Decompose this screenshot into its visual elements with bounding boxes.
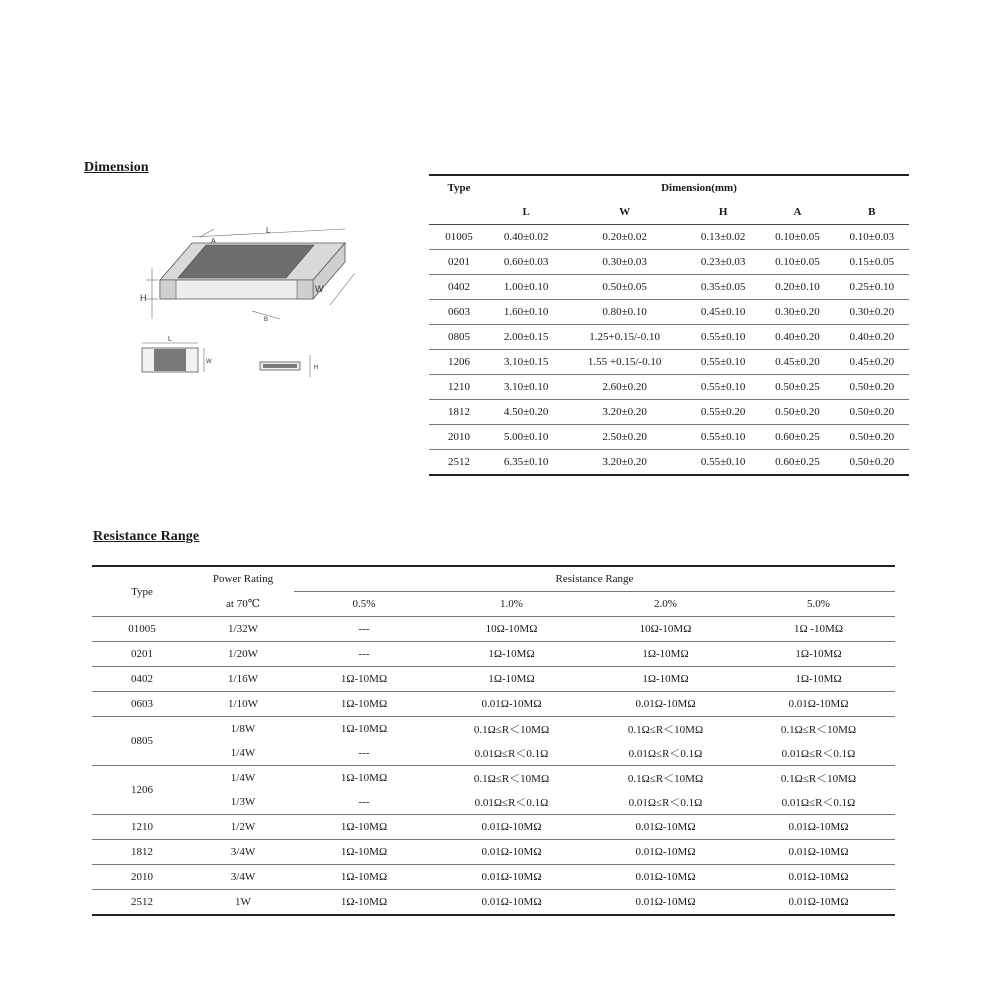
- dimension-cell-a: 0.10±0.05: [760, 225, 834, 250]
- resistance-cell-t10: 10Ω-10MΩ: [434, 617, 589, 642]
- col-header-H: H: [686, 200, 760, 225]
- dimension-row: [429, 275, 909, 300]
- resistance-cell-t20: 0.01Ω≤R＜0.1Ω: [589, 741, 742, 766]
- dimension-row: [429, 300, 909, 325]
- resistance-cell-t50: 0.1Ω≤R＜10MΩ: [780, 773, 857, 785]
- resistance-cell-power: 1W: [192, 890, 294, 916]
- resistance-cell-t05: 1Ω-10MΩ: [294, 890, 434, 916]
- dimension-cell-type: 2010: [429, 425, 489, 450]
- dimension-cell-w: 0.20±0.02: [563, 225, 686, 250]
- resistance-cell-t05: ---: [294, 741, 434, 766]
- resistance-cell-t05: 1Ω-10MΩ: [294, 815, 434, 840]
- dimension-cell-l: 1.00±0.10: [489, 275, 563, 300]
- dimension-subheader-row: [429, 200, 909, 225]
- resistance-cell-t10: 1Ω-10MΩ: [434, 667, 589, 692]
- dimension-cell-h: 0.55±0.10: [686, 325, 760, 350]
- resistance-cell-t20: 0.01Ω-10MΩ: [589, 865, 742, 890]
- resistance-cell-t10: 0.1Ω≤R＜10MΩ: [473, 773, 550, 785]
- dimension-cell-a: 0.50±0.25: [760, 375, 834, 400]
- resistance-row: [92, 617, 895, 642]
- resistance-cell-t10: 0.1Ω≤R＜10MΩ: [473, 724, 550, 736]
- resistance-cell-power: 1/2W: [192, 815, 294, 840]
- col-header-L: L: [489, 200, 563, 225]
- col-header-A: A: [760, 200, 834, 225]
- dimension-cell-w: 2.60±0.20: [563, 375, 686, 400]
- col-header-W: W: [563, 200, 686, 225]
- resistance-cell-type: 2512: [92, 890, 192, 916]
- type-header: Type: [447, 182, 471, 194]
- dimension-cell-a: 0.30±0.20: [760, 300, 834, 325]
- type-subheader-empty: [429, 200, 489, 225]
- dimension-cell-type: 0402: [429, 275, 489, 300]
- resistance-cell-type: 1210: [92, 815, 192, 840]
- resistance-cell-t20: 1Ω-10MΩ: [589, 642, 742, 667]
- dimension-cell-l: 3.10±0.10: [489, 375, 563, 400]
- dimension-cell-b: 0.50±0.20: [835, 450, 909, 476]
- resistance-cell-power: 3/4W: [192, 840, 294, 865]
- power-rating-header: Power Rating: [212, 573, 274, 586]
- resistance-cell-t10: 0.01Ω-10MΩ: [434, 865, 589, 890]
- dimension-cell-h: 0.55±0.10: [686, 350, 760, 375]
- type-header: Type: [92, 566, 192, 617]
- dimension-row: [429, 325, 909, 350]
- resistance-cell-t50: 0.01Ω-10MΩ: [742, 890, 895, 916]
- dimension-header-row: [429, 175, 909, 200]
- dimension-cell-b: 0.10±0.03: [835, 225, 909, 250]
- dimension-cell-h: 0.35±0.05: [686, 275, 760, 300]
- resistance-cell-t10: 0.01Ω-10MΩ: [434, 815, 589, 840]
- dimension-cell-h: 0.45±0.10: [686, 300, 760, 325]
- resistance-cell-t50: 1Ω-10MΩ: [742, 642, 895, 667]
- col-header-B: B: [835, 200, 909, 225]
- dimension-cell-h: 0.55±0.10: [686, 450, 760, 476]
- dimension-cell-b: 0.40±0.20: [835, 325, 909, 350]
- dimension-cell-type: 0201: [429, 250, 489, 275]
- resistance-cell-t05: ---: [294, 642, 434, 667]
- dimension-cell-type: 1812: [429, 400, 489, 425]
- dimension-cell-h: 0.55±0.10: [686, 375, 760, 400]
- resistance-cell-t20: 10Ω-10MΩ: [589, 617, 742, 642]
- resistance-cell-t05: 1Ω-10MΩ: [294, 692, 434, 717]
- resistance-range-table: [92, 565, 895, 916]
- resistance-cell-t10: 0.01Ω-10MΩ: [434, 890, 589, 916]
- dimension-cell-b: 0.50±0.20: [835, 400, 909, 425]
- resistance-cell-power: 1/10W: [192, 692, 294, 717]
- resistance-cell-t10: 0.01Ω-10MΩ: [434, 692, 589, 717]
- dimension-table: [429, 174, 909, 476]
- resistance-cell-t20: 0.01Ω-10MΩ: [589, 692, 742, 717]
- resistance-cell-t20: 0.1Ω≤R＜10MΩ: [627, 773, 704, 785]
- resistance-section-title: Resistance Range: [93, 529, 200, 544]
- resistance-cell-type: 1812: [92, 840, 192, 865]
- dimension-cell-b: 0.25±0.10: [835, 275, 909, 300]
- resistance-range-group-header: Resistance Range: [294, 566, 895, 592]
- resistance-cell-power: 1/20W: [192, 642, 294, 667]
- resistance-cell-t05: 1Ω-10MΩ: [340, 723, 388, 735]
- resistance-cell-t10: 0.01Ω≤R＜0.1Ω: [434, 741, 589, 766]
- resistance-row: [92, 667, 895, 692]
- dimension-cell-l: 4.50±0.20: [489, 400, 563, 425]
- dimension-row: [429, 400, 909, 425]
- resistance-row: [92, 692, 895, 717]
- dimension-cell-a: 0.20±0.10: [760, 275, 834, 300]
- dimension-section-title: Dimension: [84, 160, 149, 175]
- resistance-cell-type: 01005: [92, 617, 192, 642]
- resistance-cell-t50: 0.01Ω-10MΩ: [742, 692, 895, 717]
- chip-resistor-dimension-diagram: [130, 215, 370, 385]
- resistance-row: [92, 766, 895, 791]
- resistance-cell-t50: 0.01Ω≤R＜0.1Ω: [742, 741, 895, 766]
- resistance-cell-type: 2010: [92, 865, 192, 890]
- resistance-cell-t50: 0.01Ω≤R＜0.1Ω: [742, 790, 895, 815]
- dimension-cell-type: 2512: [429, 450, 489, 476]
- power-rating-temp: at 70℃: [192, 592, 294, 617]
- dim-label-H: H: [140, 293, 147, 303]
- dimension-cell-a: 0.10±0.05: [760, 250, 834, 275]
- resistance-header-row: [92, 566, 895, 592]
- dimension-cell-type: 1210: [429, 375, 489, 400]
- resistance-row: [92, 717, 895, 742]
- dim-label-L: L: [266, 226, 271, 235]
- dimension-cell-b: 0.15±0.05: [835, 250, 909, 275]
- top-view-label-W: W: [206, 359, 212, 365]
- dim-label-W: W: [315, 284, 324, 294]
- tolerance-header-1.0: 1.0%: [434, 592, 589, 617]
- dimension-group-header: Dimension(mm): [661, 182, 737, 194]
- resistance-cell-t05: 1Ω-10MΩ: [294, 865, 434, 890]
- dimension-cell-l: 3.10±0.15: [489, 350, 563, 375]
- dimension-cell-b: 0.45±0.20: [835, 350, 909, 375]
- dimension-cell-w: 0.50±0.05: [563, 275, 686, 300]
- dimension-cell-b: 0.50±0.20: [835, 425, 909, 450]
- tolerance-header-0.5: 0.5%: [294, 592, 434, 617]
- resistance-cell-t50: 0.01Ω-10MΩ: [742, 840, 895, 865]
- resistance-cell-t05: 1Ω-10MΩ: [294, 667, 434, 692]
- resistance-cell-t05: ---: [294, 617, 434, 642]
- dimension-row: [429, 425, 909, 450]
- dimension-cell-w: 1.55 +0.15/-0.10: [563, 350, 686, 375]
- dimension-cell-l: 6.35±0.10: [489, 450, 563, 476]
- resistance-cell-type: 0201: [92, 642, 192, 667]
- dimension-row: [429, 225, 909, 250]
- resistance-cell-t05: ---: [294, 790, 434, 815]
- resistance-cell-t10: 1Ω-10MΩ: [434, 642, 589, 667]
- dimension-row: [429, 375, 909, 400]
- resistance-row: [92, 741, 895, 766]
- resistance-row: [92, 865, 895, 890]
- resistance-cell-t20: 0.01Ω-10MΩ: [589, 815, 742, 840]
- dimension-cell-w: 0.80±0.10: [563, 300, 686, 325]
- resistance-cell-t20: 1Ω-10MΩ: [589, 667, 742, 692]
- resistance-cell-power: 1/16W: [192, 667, 294, 692]
- dimension-cell-a: 0.60±0.25: [760, 425, 834, 450]
- dimension-cell-h: 0.55±0.20: [686, 400, 760, 425]
- resistance-row: [92, 642, 895, 667]
- resistance-cell-type: 0805: [92, 717, 192, 766]
- resistance-cell-t05: 1Ω-10MΩ: [340, 772, 388, 784]
- dimension-cell-w: 0.30±0.03: [563, 250, 686, 275]
- tolerance-header-5.0: 5.0%: [742, 592, 895, 617]
- dimension-cell-h: 0.23±0.03: [686, 250, 760, 275]
- resistance-cell-t10: 0.01Ω≤R＜0.1Ω: [434, 790, 589, 815]
- dimension-cell-a: 0.40±0.20: [760, 325, 834, 350]
- resistance-row: [92, 790, 895, 815]
- resistance-cell-type: 1206: [92, 766, 192, 815]
- resistance-cell-type: 0603: [92, 692, 192, 717]
- resistance-row: [92, 840, 895, 865]
- resistance-cell-t50: 0.01Ω-10MΩ: [742, 865, 895, 890]
- dimension-row: [429, 250, 909, 275]
- dim-label-B: B: [264, 317, 269, 323]
- dimension-cell-type: 0603: [429, 300, 489, 325]
- resistance-cell-power: 1/32W: [192, 617, 294, 642]
- dimension-cell-w: 3.20±0.20: [563, 400, 686, 425]
- dimension-row: [429, 450, 909, 476]
- resistance-cell-type: 0402: [92, 667, 192, 692]
- dimension-cell-h: 0.13±0.02: [686, 225, 760, 250]
- resistance-cell-t50: 1Ω -10MΩ: [742, 617, 895, 642]
- resistance-cell-t10: 0.01Ω-10MΩ: [434, 840, 589, 865]
- resistance-cell-power: 1/4W: [230, 772, 256, 784]
- resistance-cell-t05: 1Ω-10MΩ: [294, 840, 434, 865]
- resistance-cell-power: 1/3W: [192, 790, 294, 815]
- resistance-cell-power: 3/4W: [192, 865, 294, 890]
- dimension-cell-a: 0.45±0.20: [760, 350, 834, 375]
- resistance-row: [92, 815, 895, 840]
- dimension-cell-a: 0.50±0.20: [760, 400, 834, 425]
- chip-side-view: [260, 355, 318, 377]
- dimension-cell-h: 0.55±0.10: [686, 425, 760, 450]
- dimension-cell-w: 2.50±0.20: [563, 425, 686, 450]
- dimension-cell-a: 0.60±0.25: [760, 450, 834, 476]
- resistance-cell-t50: 0.01Ω-10MΩ: [742, 815, 895, 840]
- dimension-cell-l: 2.00±0.15: [489, 325, 563, 350]
- dimension-cell-w: 1.25+0.15/-0.10: [563, 325, 686, 350]
- resistance-cell-t50: 1Ω-10MΩ: [742, 667, 895, 692]
- dimension-cell-l: 0.40±0.02: [489, 225, 563, 250]
- resistance-cell-t20: 0.01Ω-10MΩ: [589, 840, 742, 865]
- resistance-subheader-row: [92, 592, 895, 617]
- dimension-cell-b: 0.30±0.20: [835, 300, 909, 325]
- resistance-cell-power: 1/4W: [192, 741, 294, 766]
- resistance-cell-t20: 0.1Ω≤R＜10MΩ: [627, 724, 704, 736]
- dimension-cell-type: 1206: [429, 350, 489, 375]
- resistance-row: [92, 890, 895, 916]
- resistance-cell-power: 1/8W: [230, 723, 256, 735]
- top-view-label-L: L: [168, 336, 172, 343]
- dim-label-A: A: [211, 238, 216, 245]
- dimension-cell-type: 0805: [429, 325, 489, 350]
- side-view-label-H: H: [314, 365, 319, 371]
- resistance-cell-t50: 0.1Ω≤R＜10MΩ: [780, 724, 857, 736]
- dimension-cell-b: 0.50±0.20: [835, 375, 909, 400]
- dimension-cell-l: 5.00±0.10: [489, 425, 563, 450]
- dimension-row: [429, 350, 909, 375]
- resistance-cell-t20: 0.01Ω≤R＜0.1Ω: [589, 790, 742, 815]
- chip-top-view: [142, 336, 212, 372]
- resistance-cell-t20: 0.01Ω-10MΩ: [589, 890, 742, 916]
- dimension-cell-w: 3.20±0.20: [563, 450, 686, 476]
- dimension-cell-l: 1.60±0.10: [489, 300, 563, 325]
- dimension-cell-type: 01005: [429, 225, 489, 250]
- tolerance-header-2.0: 2.0%: [589, 592, 742, 617]
- dimension-cell-l: 0.60±0.03: [489, 250, 563, 275]
